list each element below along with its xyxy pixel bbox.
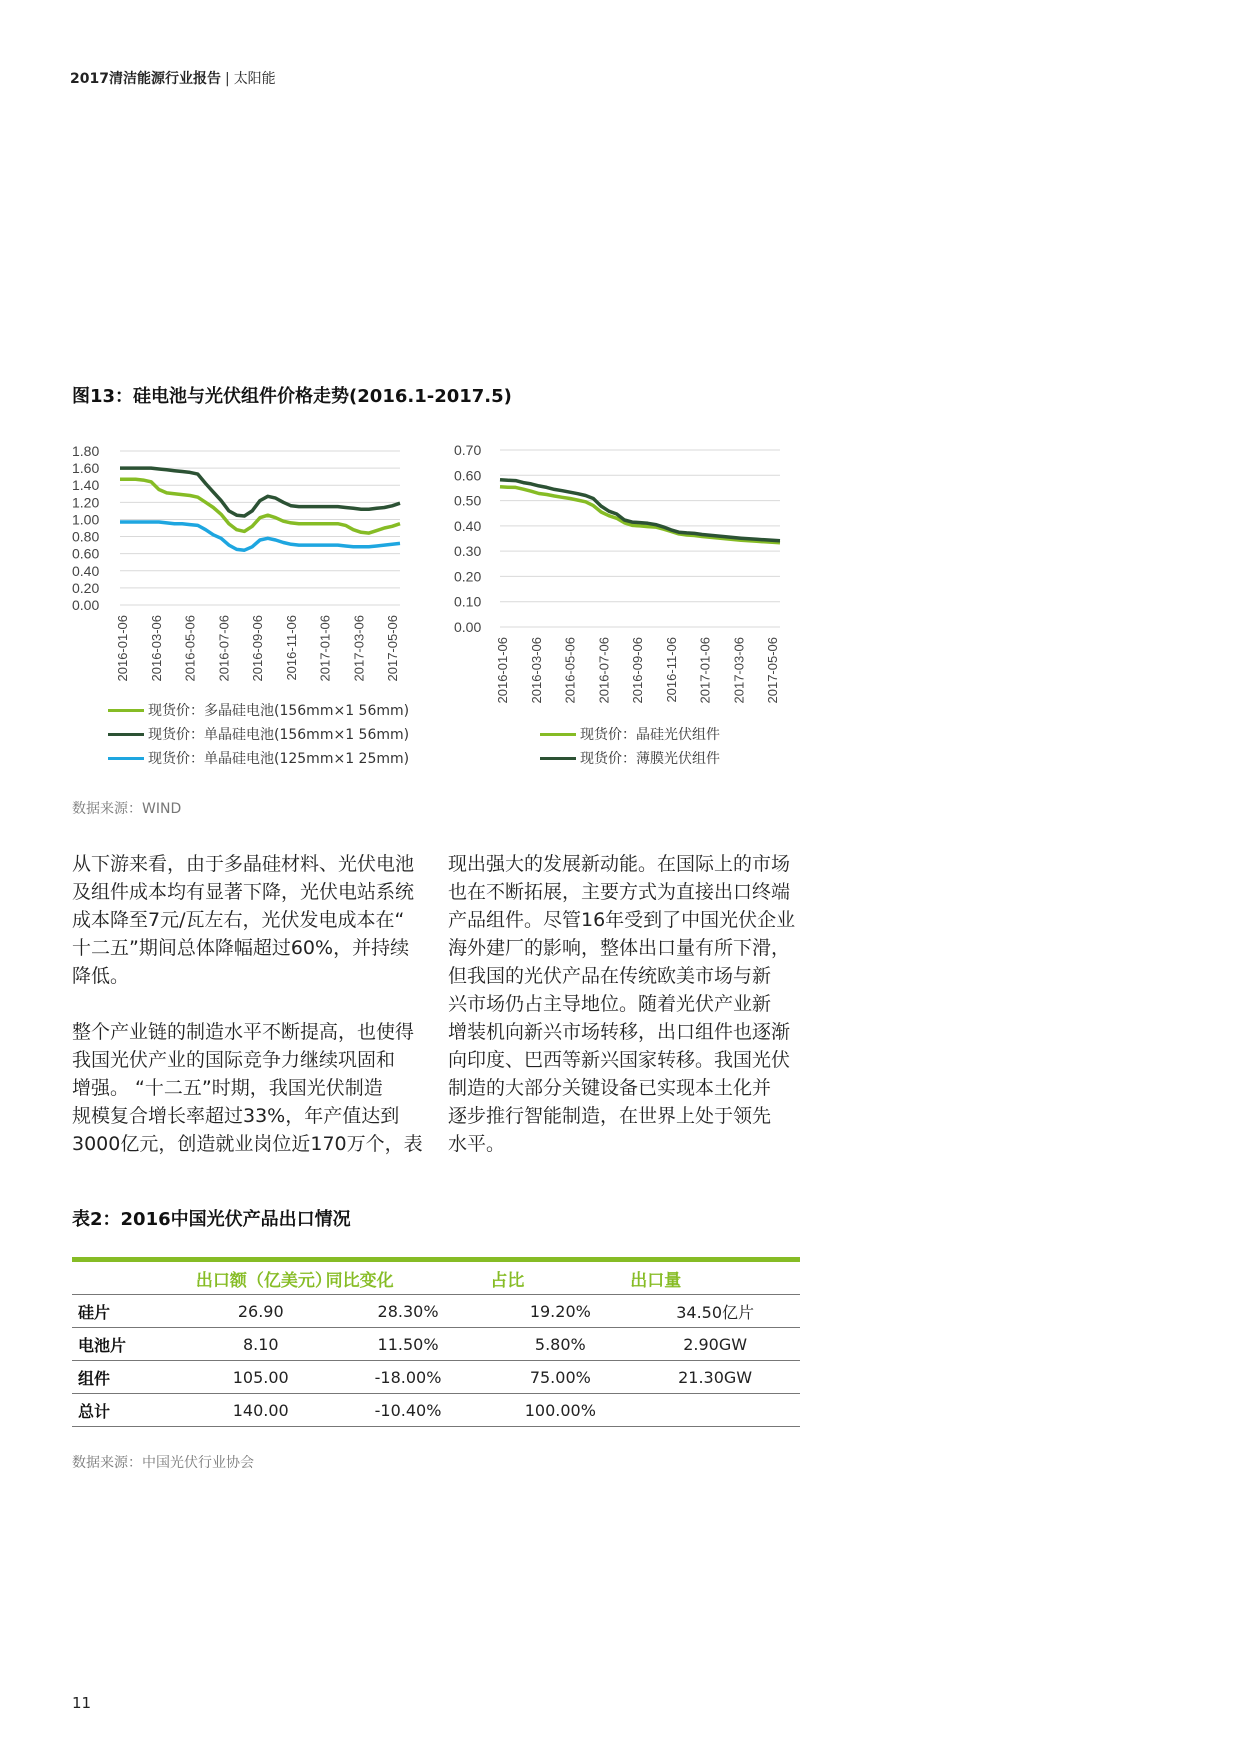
header-separator: | bbox=[224, 71, 230, 87]
x-tick-label: 2016-03-06 bbox=[528, 637, 544, 704]
export-table bbox=[72, 1257, 800, 1427]
table-cell: 11.50% bbox=[377, 1334, 439, 1354]
text-line: 现出强大的发展新动能。在国际上的市场 bbox=[448, 853, 791, 875]
table-cell: 2.90GW bbox=[683, 1334, 748, 1354]
text-line: 成本降至7元/瓦左右，光伏发电成本在“ bbox=[72, 909, 405, 931]
table-cell: 140.00 bbox=[232, 1400, 289, 1420]
legend-label: 现货价：薄膜光伏组件 bbox=[580, 751, 720, 767]
chart-silicon-cell-prices bbox=[60, 432, 420, 702]
x-tick-label: 2016-05-06 bbox=[562, 637, 578, 704]
legend-item bbox=[540, 722, 720, 746]
text-line: 海外建厂的影响，整体出口量有所下滑， bbox=[448, 937, 791, 959]
y-tick-label: 1.20 bbox=[72, 494, 100, 511]
table-header-cell: 出口量 bbox=[630, 1270, 682, 1291]
table-cell: 28.30% bbox=[377, 1301, 439, 1321]
text-line: 从下游来看，由于多晶硅材料、光伏电池 bbox=[72, 853, 415, 875]
y-tick-label: 0.20 bbox=[72, 579, 100, 596]
table-cell: 19.20% bbox=[529, 1301, 591, 1321]
text-line: 增装机向新兴市场转移，出口组件也逐渐 bbox=[448, 1021, 791, 1043]
y-tick-label: 1.60 bbox=[72, 460, 100, 477]
text-line: 3000亿元，创造就业岗位近170万个，表 bbox=[72, 1133, 423, 1155]
legend-item bbox=[108, 698, 409, 722]
x-tick-label: 2016-11-06 bbox=[283, 615, 299, 681]
x-tick-label: 2017-03-06 bbox=[351, 615, 367, 682]
table-cell: -10.40% bbox=[374, 1400, 442, 1420]
legend-label: 现货价：多晶硅电池(156mm×1 56mm) bbox=[148, 703, 410, 719]
table-header-cell: 占比 bbox=[490, 1270, 525, 1291]
table-cell: 75.00% bbox=[529, 1367, 591, 1387]
x-tick-label: 2017-03-06 bbox=[731, 637, 747, 704]
text-line: 向印度、巴西等新兴国家转移。我国光伏 bbox=[448, 1049, 791, 1071]
text-line: 我国光伏产业的国际竞争力继续巩固和 bbox=[72, 1049, 396, 1071]
chart-pv-module-prices bbox=[440, 432, 800, 732]
figure-title: 图13：硅电池与光伏组件价格走势(2016.1-2017.5) bbox=[72, 386, 512, 407]
y-tick-label: 0.20 bbox=[454, 568, 482, 585]
table-cell: 总计 bbox=[78, 1401, 111, 1421]
table-cell: 电池片 bbox=[78, 1335, 127, 1355]
x-tick-label: 2016-03-06 bbox=[148, 615, 164, 682]
table-header-row bbox=[72, 1262, 800, 1295]
table-cell: 105.00 bbox=[232, 1367, 289, 1387]
table-header-cell: 出口额（亿美元） bbox=[195, 1270, 332, 1291]
text-line: 及组件成本均有显著下降，光伏电站系统 bbox=[72, 881, 415, 903]
text-line: 十二五”期间总体降幅超过60%，并持续 bbox=[72, 937, 410, 959]
table-cell: 100.00% bbox=[524, 1400, 596, 1420]
table-source: 数据来源：中国光伏行业协会 bbox=[72, 1455, 254, 1471]
section-name: 太阳能 bbox=[233, 71, 276, 87]
paragraph bbox=[72, 850, 432, 990]
paragraph bbox=[72, 1018, 432, 1158]
y-tick-label: 0.60 bbox=[72, 545, 100, 562]
table-cell: 组件 bbox=[78, 1368, 111, 1388]
x-tick-label: 2017-05-06 bbox=[765, 637, 780, 704]
y-tick-label: 0.10 bbox=[454, 593, 482, 610]
table-row bbox=[72, 1295, 800, 1328]
legend-swatch bbox=[108, 709, 144, 712]
x-tick-label: 2017-05-06 bbox=[385, 615, 400, 682]
table-title: 表2：2016中国光伏产品出口情况 bbox=[72, 1209, 351, 1230]
x-tick-label: 2016-09-06 bbox=[250, 615, 265, 682]
report-title: 2017清洁能源行业报告 bbox=[70, 71, 221, 87]
x-tick-label: 2016-01-06 bbox=[115, 615, 130, 682]
legend-swatch bbox=[540, 733, 576, 736]
legend-silicon-cell bbox=[108, 698, 409, 770]
legend-swatch bbox=[108, 733, 144, 736]
figure-source: 数据来源：WIND bbox=[72, 801, 182, 817]
y-tick-label: 0.40 bbox=[454, 517, 482, 534]
legend-item bbox=[108, 746, 409, 770]
table-cell: 8.10 bbox=[242, 1334, 279, 1354]
text-line: 兴市场仍占主导地位。随着光伏产业新 bbox=[448, 993, 772, 1015]
text-line: 规模复合增长率超过33%，年产值达到 bbox=[72, 1105, 400, 1127]
paragraph bbox=[448, 850, 808, 1158]
y-tick-label: 0.40 bbox=[72, 562, 100, 579]
x-tick-label: 2017-01-06 bbox=[697, 637, 713, 704]
series-line-2 bbox=[500, 480, 780, 541]
legend-swatch bbox=[540, 757, 576, 760]
table-cell: 21.30GW bbox=[678, 1367, 753, 1387]
page-header bbox=[70, 68, 276, 88]
y-tick-label: 1.40 bbox=[72, 477, 100, 494]
page-number: 11 bbox=[72, 1694, 92, 1712]
table-row bbox=[72, 1394, 800, 1427]
text-line: 增强。 “十二五”时期，我国光伏制造 bbox=[72, 1077, 383, 1099]
y-tick-label: 0.30 bbox=[454, 543, 482, 560]
y-tick-label: 0.60 bbox=[454, 467, 482, 484]
x-tick-label: 2017-01-06 bbox=[317, 615, 333, 682]
text-line: 整个产业链的制造水平不断提高，也使得 bbox=[72, 1021, 415, 1043]
y-tick-label: 1.00 bbox=[72, 511, 100, 528]
text-line: 降低。 bbox=[72, 965, 130, 987]
y-tick-label: 0.80 bbox=[72, 528, 100, 545]
text-line: 也在不断拓展，主要方式为直接出口终端 bbox=[448, 881, 791, 903]
text-line: 但我国的光伏产品在传统欧美市场与新 bbox=[448, 965, 772, 987]
table-cell: 34.50亿片 bbox=[676, 1302, 755, 1322]
table-cell: 26.90 bbox=[237, 1301, 284, 1321]
y-tick-label: 0.70 bbox=[454, 442, 482, 458]
x-tick-label: 2016-07-06 bbox=[216, 615, 232, 682]
legend-label: 现货价：单晶硅电池(125mm×1 25mm) bbox=[148, 751, 410, 767]
x-tick-label: 2016-05-06 bbox=[182, 615, 198, 682]
legend-pv-module bbox=[540, 722, 720, 770]
x-tick-label: 2016-09-06 bbox=[630, 637, 645, 704]
table-row bbox=[72, 1328, 800, 1361]
series-line-1 bbox=[500, 487, 780, 543]
table-row bbox=[72, 1361, 800, 1394]
y-tick-label: 0.50 bbox=[454, 492, 482, 509]
y-tick-label: 0.00 bbox=[72, 597, 100, 613]
legend-label: 现货价：晶硅光伏组件 bbox=[580, 727, 720, 743]
text-line: 制造的大部分关键设备已实现本土化并 bbox=[448, 1077, 772, 1099]
table-cell: 硅片 bbox=[78, 1302, 111, 1322]
legend-item bbox=[108, 722, 409, 746]
x-tick-label: 2016-11-06 bbox=[663, 637, 679, 703]
x-tick-label: 2016-01-06 bbox=[495, 637, 510, 704]
text-line: 水平。 bbox=[448, 1133, 506, 1155]
series-line-1 bbox=[120, 479, 400, 533]
text-line: 逐步推行智能制造，在世界上处于领先 bbox=[448, 1105, 772, 1127]
table-cell: -18.00% bbox=[374, 1367, 442, 1387]
text-line: 产品组件。尽管16年受到了中国光伏企业 bbox=[448, 909, 796, 931]
table-header-cell: 同比变化 bbox=[325, 1270, 394, 1291]
legend-item bbox=[540, 746, 720, 770]
x-tick-label: 2016-07-06 bbox=[596, 637, 612, 704]
legend-swatch bbox=[108, 757, 144, 760]
y-tick-label: 0.00 bbox=[454, 619, 482, 635]
y-tick-label: 1.80 bbox=[72, 443, 100, 459]
table-cell: 5.80% bbox=[534, 1334, 586, 1354]
legend-label: 现货价：单晶硅电池(156mm×1 56mm) bbox=[148, 727, 410, 743]
